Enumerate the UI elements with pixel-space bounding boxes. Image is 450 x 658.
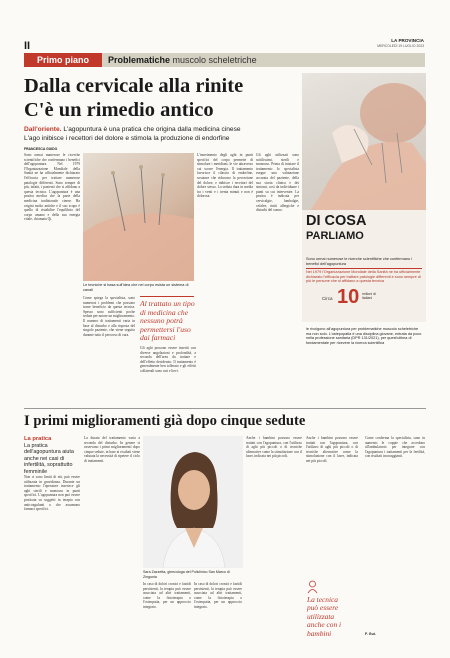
section-secondary-label [108, 53, 257, 67]
infobox-detail: le rivolgono all'agopuntura per problematiche muscolo scheletriche ma non solo. L'ostepopatia è una disciplina giovane, entrata da poco nella professione sanitaria (DPR 131/2021), per quest'ultima di fondamentale per ricevere la ricerca scientifica [306, 327, 422, 345]
byline: FRANCESCA GUIDO [24, 147, 58, 151]
side-quote-line2: può essere [307, 603, 339, 613]
infobox-divider [306, 268, 422, 269]
needles-photo [83, 153, 194, 281]
section-primary-label: Primo piano [24, 53, 102, 67]
article2-col1: Non ci sono limiti di età, può essere utilizzata in gravidanza. Durante un trattamento l'operatore inserisce gli aghi sterili e monouso in punti specifici. L'agopuntura non può essere praticata su soggetti in terapia con anticoagulanti o che assumono farmaci specifici. [24, 475, 80, 512]
needles-illustration [83, 153, 194, 281]
photo1-caption: Le tecniche si basa sull'idea che nel corpo esista un sistema di canali [83, 283, 189, 292]
article2-kicker: La pratica [24, 436, 52, 442]
article2-headline: I primi miglioramenti già dopo cinque sedute [24, 413, 306, 429]
quote-person-icon [307, 580, 318, 594]
portrait-photo [143, 436, 243, 568]
subhead-kicker: Dall'oriente. [24, 126, 62, 133]
headline [24, 74, 304, 122]
infobox-oms-text: Nel 1979 l'Organizzazione Mondiale della Sanità ne ha ufficialmente dichiarato l'efficacia per trattare patologie differenti e sono sempre di più le persone che si affidano a questa tecnica [306, 270, 421, 284]
side-quote [307, 596, 361, 638]
side-quote-line4: anche con i bambini [307, 620, 342, 638]
article2-col2: La durata del trattamento varia a seconda del disturbo. In genere si osservano i primi miglioramenti dopo cinque sedute, in base ai risultati viene valutata la necessità di ripetere il ciclo di trattamenti. [84, 436, 140, 463]
infobox-intro: Sono ormai numerose le ricerche scientifiche che confermano i benefici dell'agopuntura [306, 257, 412, 266]
headline-line2: C'è un rimedio antico [24, 99, 214, 121]
issue-date: MERCOLEDÌ 19 LUGLIO 2023 [377, 44, 424, 48]
subhead-line1: L'agopuntura è una pratica che origina dalla medicina cinese [61, 126, 241, 133]
infobox-title-line2: PARLIAMO [306, 230, 364, 242]
stat-unit: milioni di italiani [362, 292, 376, 301]
stat-prefix: Circa [322, 296, 333, 301]
article2-col3b: In caso di dolori cronici e fastidi persistenti, la terapia può essere associata ad altri trattamenti, come la fisioterapia o l'osteopatia, per un approccio integrato. [194, 582, 242, 609]
article2-col4b: Anche i bambini possono essere trattati con l'agopuntura, con l'utilizzo di aghi più piccoli o di tecniche alternative come la stimolazione con il laser, indicata nei più piccoli. [306, 436, 358, 463]
article1-col5: Gli aghi possono essere inseriti con diverse angolazioni e profondità, a seconda dell'area da trattare e dell'effetto desiderato. Il trattamento è generalmente ben tollerato e gli effetti collaterali sono rari e lievi. [140, 346, 196, 373]
section-secondary-bold: Problematiche [108, 55, 171, 65]
stat-number: 10 [337, 286, 360, 308]
article1-col3: Gli aghi utilizzati sono sottilissimi, sterili e monouso. Prima di iniziare il trattamento lo specialista esegue una valutazione accurata del paziente, della sua storia clinica e dei sintomi, così da individuare i punti su cui intervenire. La pratica è indicata per cervicalgie, lombalgie, cefalee, riniti allergiche e disturbi del sonno. [256, 153, 299, 213]
page-number: II [24, 40, 31, 52]
newspaper-name: LA PROVINCIA [391, 38, 424, 43]
article-divider [24, 408, 426, 409]
portrait-illustration [143, 436, 243, 568]
article1-col4: Come spiega la specialista, sono numerosi i problemi che possono trarre beneficio da questa tecnica. Spesso sono sufficienti poche sedute per notare un miglioramento. Il numero di trattamenti varia in base al disturbo e alla risposta del singolo paziente, che viene seguito durante tutto il percorso di cura. [83, 296, 135, 337]
signoff: F. Gui. [365, 632, 376, 636]
article2-col5: Come conferma la specialista, sono in aumento le coppie che accedono all'ambulatorio per integrare con l'agopuntura i trattamenti per la fertilità, con risultati incoraggianti. [365, 436, 425, 459]
subhead [24, 125, 309, 143]
article2-col4: Anche i bambini possono essere trattati con l'agopuntura, con l'utilizzo di aghi più piccoli o di tecniche alternative come la stimolazione con il laser, indicata nei più piccoli. [246, 436, 302, 459]
section-secondary-light: muscolo scheletriche [172, 55, 257, 65]
headline-line1: Dalla cervicale alla rinite [24, 75, 244, 97]
side-quote-line1: La tecnica [307, 595, 338, 604]
pull-quote: Al trattato un tipo di medicina che nessuno potrà permettersi l'uso dai farmaci [140, 299, 195, 343]
article2-col3: In caso di dolori cronici e fastidi persistenti, la terapia può essere associata ad altri trattamenti, come la fisioterapia o l'osteopatia, per un approccio integrato. [143, 582, 191, 609]
photo2-caption: Sara Zazzetta, ginecologa del Policlinico San Marco di Zingonia [143, 570, 230, 579]
article1-col1: Sono ormai numerose le ricerche scientifiche che confermano i benefici dell'agopuntura. Nel 1979 l'Organizzazione Mondiale della Sanità ne ha ufficialmente dichiarato l'efficacia per trattare numerose patologie differenti. Sono sempre di più, infatti, i pazienti che si affidano a questa tecnica. L'agopuntura è una pratica medica che fa parte della medicina tradizionale cinese. Ha origini molto antiche e il suo scopo è quello di ristabilire l'equilibrio del corpo umano e della sua energia vitale, chiamata Qi. [24, 153, 80, 222]
subhead-line2: L'ago inibisce i recettori del dolore e stimola la produzione di endorfine [24, 135, 230, 142]
infobox-title-line1: DI COSA [306, 213, 367, 229]
article2-deck: La pratica dell'agopuntura aiuta anche nei casi di infertilità, soprattutto femminile [24, 443, 74, 475]
pull-quote-rule [140, 296, 194, 297]
article1-col2: L'inserimento degli aghi in punti specifici del corpo permette di stimolare i meridiani, le vie attraverso cui scorre l'energia. Il trattamento favorisce il rilascio di endorfine, sostanze che riducono la percezione del dolore, e inibisce i recettori del dolore stesso. La seduta dura in media tra i venti e i trenta minuti e non è dolorosa. [197, 153, 253, 199]
side-quote-line3: utilizzata [307, 611, 335, 621]
